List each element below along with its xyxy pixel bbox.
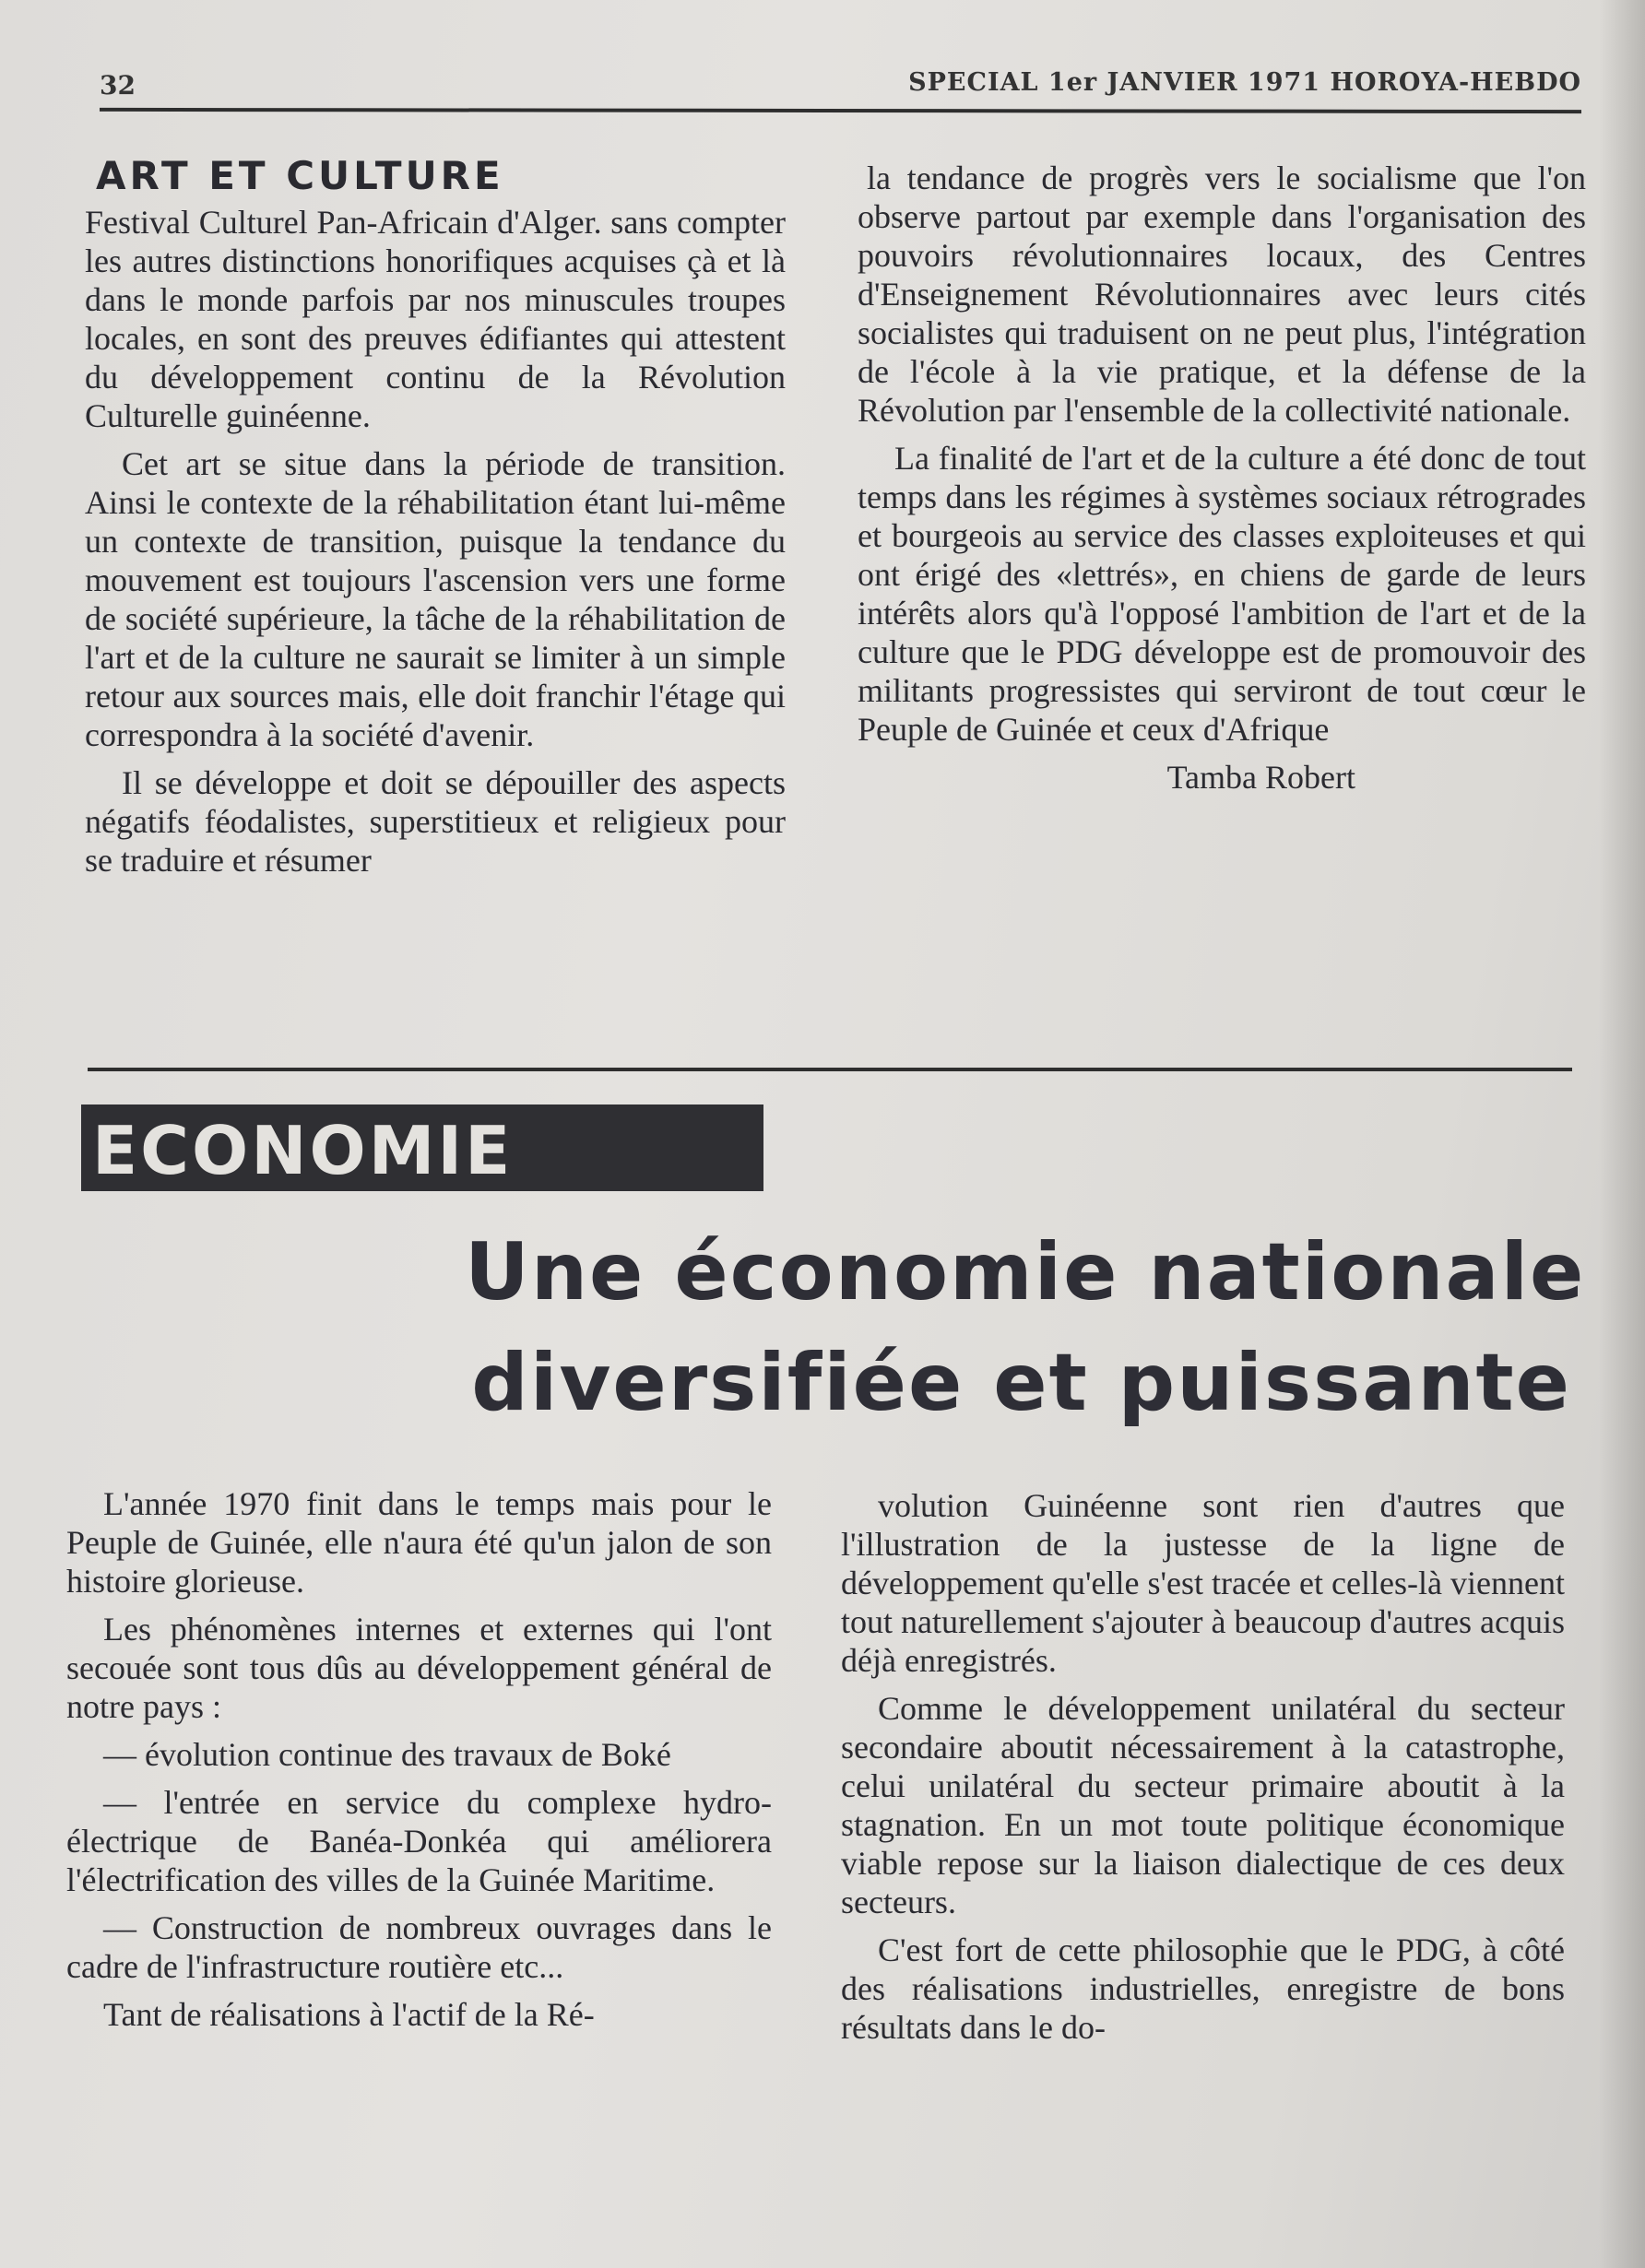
art-paragraph: Cet art se situe dans la période de transition. Ainsi le contexte de la réhabilitation étant lui-même un contexte de transition, puisque la tendance du mouvement est toujours l'ascension vers une forme de société supérieure, la tâche de la réhabilitation de l'art et de la culture ne saurait se limiter à un simple retour aux sources mais, elle doit franchir l'étage qui correspondra à la société d'avenir. — [85, 445, 786, 753]
eco-list-item: — l'entrée en service du complexe hydro-électrique de Banéa-Donkéa qui améliorera l'électrification des villes de la Guinée Maritime. — [66, 1784, 772, 1898]
eco-paragraph: C'est fort de cette philosophie que le PDG, à côté des réalisations industrielles, enregistre de bons résultats dans le do- — [841, 1931, 1565, 2046]
section-divider — [88, 1068, 1572, 1071]
header-rule — [100, 108, 1581, 113]
publication-header: SPECIAL 1er JANVIER 1971 HOROYA-HEBDO — [908, 68, 1581, 97]
page-header — [83, 57, 1581, 112]
eco-paragraph: Tant de réalisations à l'actif de la Ré- — [103, 1996, 595, 2033]
page-number: 32 — [100, 70, 136, 100]
author-signature: Tamba Robert — [1166, 759, 1355, 796]
page-edge-shadow — [1599, 0, 1645, 2268]
art-culture-title: ART ET CULTURE — [96, 153, 504, 198]
headline-line-2: diversifiée et puissante — [471, 1337, 1571, 1429]
economie-section-band — [81, 1104, 763, 1191]
art-paragraph: Festival Culturel Pan-Africain d'Alger. sans compter les autres distinctions honorifiques acquises çà et là dans le monde parfois par nos minuscules troupes locales, en sont des preuves édifiantes qui attestent du développement continu de la Révolution Culturelle guinéenne. — [85, 204, 786, 434]
economie-label: ECONOMIE — [92, 1112, 514, 1189]
economie-headline — [465, 1217, 1586, 1438]
economie-right-column — [841, 1486, 1565, 2056]
art-paragraph: la tendance de progrès vers le socialisme que l'on observe partout par exemple dans l'organisation des pouvoirs révolutionnaires locaux, des Centres d'Enseignement Révolutionnaires avec leurs cités socialistes qui traduisent on ne peut plus, l'intégration de l'école à la vie pratique, et la défense de la Révolution par l'ensemble de la collectivité nationale. — [858, 159, 1586, 429]
economie-left-column — [66, 1484, 772, 2043]
eco-list-item: — Construction de nombreux ouvrages dans le cadre de l'infrastructure routière etc... — [66, 1909, 772, 1985]
eco-paragraph: Les phénomènes internes et externes qui l'ont secouée sont tous dûs au développement général de notre pays : — [66, 1611, 772, 1725]
art-paragraph: Il se développe et doit se dépouiller des aspects négatifs féodalistes, superstitieux et religieux pour se traduire et résumer — [85, 764, 786, 879]
eco-list-item: — évolution continue des travaux de Boké — [103, 1736, 671, 1773]
art-culture-right-column — [858, 159, 1586, 797]
art-paragraph: La finalité de l'art et de la culture a été donc de tout temps dans les régimes à systèmes sociaux rétrogrades et bourgeois au service des classes exploiteuses et qui ont érigé des «lettrés», en chiens de garde de leurs intérêts alors qu'à l'opposé l'ambition de l'art et de la culture que le PDG développe est de promouvoir des militants progressistes qui serviront de tout cœur le Peuple de Guinée et ceux d'Afrique — [858, 440, 1586, 748]
eco-paragraph: Comme le développement unilatéral du secteur secondaire aboutit nécessairement à la catastrophe, celui unilatéral du secteur primaire aboutit à la stagnation. En un mot toute politique économique viable repose sur la liaison dialectique de ces deux secteurs. — [841, 1690, 1565, 1920]
headline-line-1: Une économie nationale — [465, 1226, 1586, 1318]
art-culture-left-column — [85, 153, 786, 889]
eco-paragraph: volution Guinéenne sont rien d'autres que l'illustration de la justesse de la ligne de développement qu'elle s'est tracée et celles-là viennent tout naturellement s'ajouter à beaucoup d'autres acquis déjà enregistrés. — [841, 1487, 1565, 1679]
eco-paragraph: L'année 1970 finit dans le temps mais pour le Peuple de Guinée, elle n'aura été qu'un jalon de son histoire glorieuse. — [66, 1485, 772, 1600]
